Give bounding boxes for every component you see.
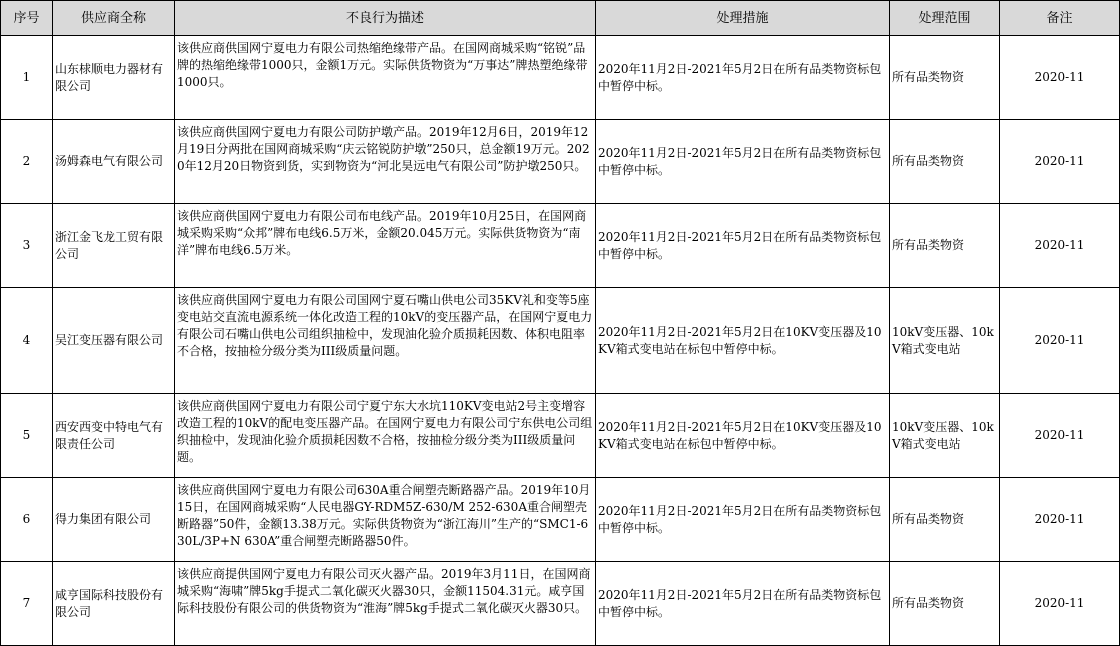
row-note: 2020-11 xyxy=(1000,204,1120,288)
row-index: 7 xyxy=(1,562,53,646)
row-note: 2020-11 xyxy=(1000,288,1120,394)
header-index: 序号 xyxy=(1,1,53,36)
row-description: 该供应商供国网宁夏电力有限公司布电线产品。2019年10月25日，在国网商城采购采购“众邦”牌布电线6.5万米，金额20.045万元。实际供货物资为“南洋”牌布电线6.5万米。 xyxy=(175,204,596,288)
table-row xyxy=(1,478,1120,562)
row-measure: 2020年11月2日-2021年5月2日在所有品类物资标包中暂停中标。 xyxy=(596,562,890,646)
table-row xyxy=(1,204,1120,288)
row-index: 2 xyxy=(1,120,53,204)
row-supplier: 浙江金飞龙工贸有限公司 xyxy=(53,204,175,288)
row-index: 6 xyxy=(1,478,53,562)
header-scope: 处理范围 xyxy=(890,1,1000,36)
row-scope: 10kV变压器、10kV箱式变电站 xyxy=(890,288,1000,394)
row-description: 该供应商供国网宁夏电力有限公司宁夏宁东大水坑110KV变电站2号主变增容改造工程的10kV的配电变压器产品。在国网宁夏电力有限公司宁东供电公司组织抽检中，发现油化验介质损耗因数不合格，按抽检分级分类为III级质量问题。 xyxy=(175,394,596,478)
row-description: 该供应商供国网宁夏电力有限公司630A重合闸塑壳断路器产品。2019年10月15日，在国网商城采购“人民电器GY-RDM5Z-630/M 252-630A重合闸塑壳断路器”50件，金额13.38万元。实际供货物资为“浙江海川”生产的“SMC1-630L/3P+N 630A”重合闸塑壳断路器50件。 xyxy=(175,478,596,562)
row-scope: 所有品类物资 xyxy=(890,204,1000,288)
table-row xyxy=(1,562,1120,646)
row-scope: 10kV变压器、10kV箱式变电站 xyxy=(890,394,1000,478)
row-supplier: 得力集团有限公司 xyxy=(53,478,175,562)
row-index: 5 xyxy=(1,394,53,478)
row-scope: 所有品类物资 xyxy=(890,36,1000,120)
header-description: 不良行为描述 xyxy=(175,1,596,36)
row-measure: 2020年11月2日-2021年5月2日在10KV变压器及10KV箱式变电站在标包中暂停中标。 xyxy=(596,394,890,478)
row-supplier: 山东梂顺电力器材有限公司 xyxy=(53,36,175,120)
row-supplier: 西安西变中特电气有限责任公司 xyxy=(53,394,175,478)
row-index: 3 xyxy=(1,204,53,288)
row-scope: 所有品类物资 xyxy=(890,478,1000,562)
row-scope: 所有品类物资 xyxy=(890,562,1000,646)
table-row xyxy=(1,120,1120,204)
row-supplier: 吴江变压器有限公司 xyxy=(53,288,175,394)
row-supplier: 汤姆森电气有限公司 xyxy=(53,120,175,204)
row-description: 该供应商提供国网宁夏电力有限公司灭火器产品。2019年3月11日，在国网商城采购“海啸”牌5kg手提式二氧化碳灭火器30只，金额11504.31元。咸亨国际科技股份有限公司的供货物资为“淮海”牌5kg手提式二氧化碳灭火器30只。 xyxy=(175,562,596,646)
table-row xyxy=(1,288,1120,394)
row-measure: 2020年11月2日-2021年5月2日在所有品类物资标包中暂停中标。 xyxy=(596,204,890,288)
row-note: 2020-11 xyxy=(1000,36,1120,120)
row-measure: 2020年11月2日-2021年5月2日在10KV变压器及10KV箱式变电站在标包中暂停中标。 xyxy=(596,288,890,394)
table-row xyxy=(1,394,1120,478)
row-index: 1 xyxy=(1,36,53,120)
row-scope: 所有品类物资 xyxy=(890,120,1000,204)
header-measure: 处理措施 xyxy=(596,1,890,36)
row-note: 2020-11 xyxy=(1000,394,1120,478)
header-supplier: 供应商全称 xyxy=(53,1,175,36)
row-index: 4 xyxy=(1,288,53,394)
row-measure: 2020年11月2日-2021年5月2日在所有品类物资标包中暂停中标。 xyxy=(596,120,890,204)
header-row xyxy=(1,1,1120,36)
row-note: 2020-11 xyxy=(1000,562,1120,646)
row-description: 该供应商供国网宁夏电力有限公司热缩绝缘带产品。在国网商城采购“铭锐”品牌的热缩绝缘带1000只，金额1万元。实际供货物资为“万事达”牌热塑绝缘带1000只。 xyxy=(175,36,596,120)
row-note: 2020-11 xyxy=(1000,120,1120,204)
header-note: 备注 xyxy=(1000,1,1120,36)
row-note: 2020-11 xyxy=(1000,478,1120,562)
row-measure: 2020年11月2日-2021年5月2日在所有品类物资标包中暂停中标。 xyxy=(596,36,890,120)
row-supplier: 咸亨国际科技股份有限公司 xyxy=(53,562,175,646)
row-description: 该供应商供国网宁夏电力有限公司防护墩产品。2019年12月6日，2019年12月19日分两批在国网商城采购“庆云铭锐防护墩”250只，总金额19万元。2020年12月20日物资到货，实到物资为“河北昊远电气有限公司”防护墩250只。 xyxy=(175,120,596,204)
table-row xyxy=(1,36,1120,120)
row-measure: 2020年11月2日-2021年5月2日在所有品类物资标包中暂停中标。 xyxy=(596,478,890,562)
row-description: 该供应商供国网宁夏电力有限公司国网宁夏石嘴山供电公司35KV礼和变等5座变电站交直流电源系统一体化改造工程的10kV的变压器产品，在国网宁夏电力有限公司石嘴山供电公司组织抽检中，发现油化验介质损耗因数、体积电阻率不合格，按抽检分级分类为III级质量问题。 xyxy=(175,288,596,394)
